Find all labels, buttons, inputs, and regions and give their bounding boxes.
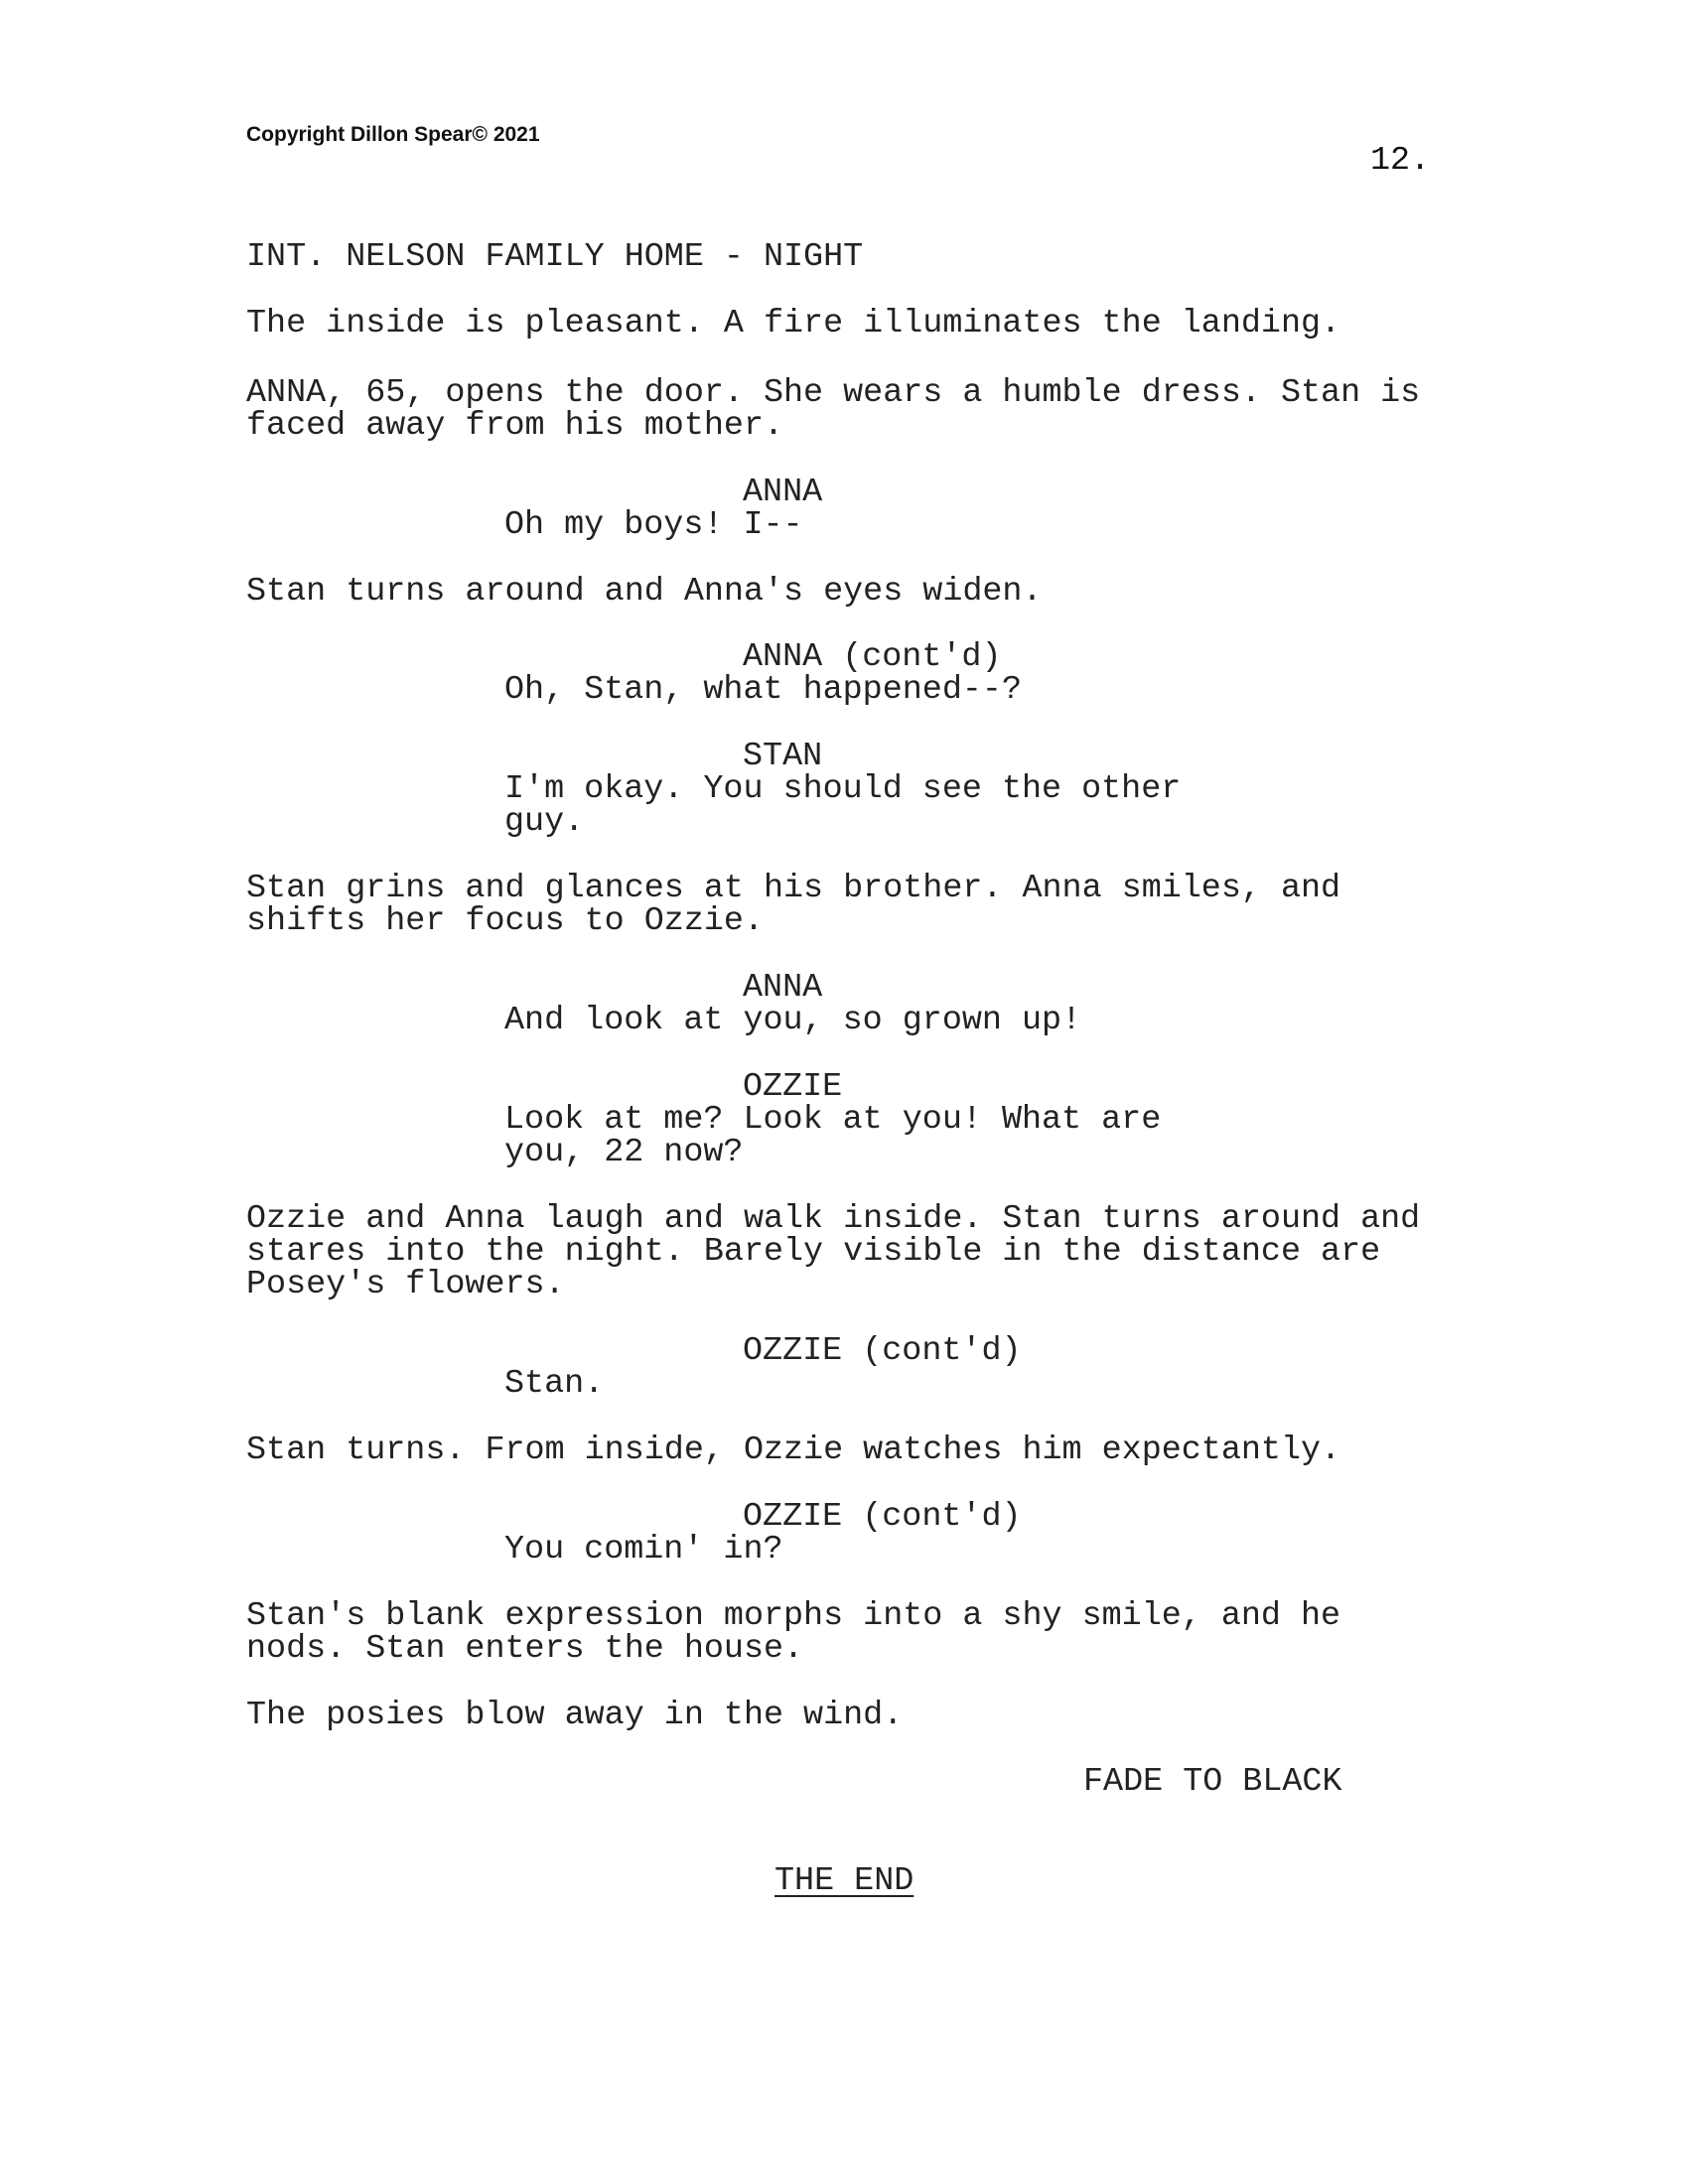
- action-line: Ozzie and Anna laugh and walk inside. Stan turns around and: [246, 1200, 1421, 1238]
- page-number: 12.: [1370, 142, 1431, 180]
- dialogue-line: Oh, Stan, what happened--?: [504, 671, 1022, 709]
- dialogue-line: Stan.: [504, 1365, 605, 1403]
- action-line: Stan grins and glances at his brother. Anna smiles, and: [246, 870, 1341, 907]
- transition: FADE TO BLACK: [1083, 1763, 1342, 1801]
- character-name: OZZIE: [743, 1068, 843, 1106]
- action-line: nods. Stan enters the house.: [246, 1630, 804, 1668]
- character-name: ANNA (cont'd): [743, 638, 1002, 676]
- dialogue-line: Look at me? Look at you! What are: [504, 1101, 1162, 1139]
- action-line: Stan's blank expression morphs into a shy smile, and he: [246, 1597, 1341, 1635]
- character-name: ANNA: [743, 474, 823, 511]
- action-line: The posies blow away in the wind.: [246, 1697, 904, 1734]
- action-line: faced away from his mother.: [246, 407, 784, 445]
- dialogue-line: you, 22 now?: [504, 1134, 744, 1171]
- character-name: ANNA: [743, 969, 823, 1007]
- action-line: shifts her focus to Ozzie.: [246, 902, 764, 940]
- action-line: Stan turns. From inside, Ozzie watches him expectantly.: [246, 1432, 1341, 1469]
- dialogue-line: Oh my boys! I--: [504, 506, 803, 544]
- action-line: Stan turns around and Anna's eyes widen.: [246, 573, 1043, 611]
- character-name: OZZIE (cont'd): [743, 1332, 1022, 1370]
- action-line: ANNA, 65, opens the door. She wears a humble dress. Stan is: [246, 374, 1421, 412]
- dialogue-line: And look at you, so grown up!: [504, 1002, 1082, 1039]
- dialogue-line: I'm okay. You should see the other: [504, 770, 1182, 808]
- character-name: STAN: [743, 738, 823, 775]
- character-name: OZZIE (cont'd): [743, 1498, 1022, 1536]
- copyright-notice: Copyright Dillon Spear© 2021: [246, 123, 540, 146]
- action-line: The inside is pleasant. A fire illuminates the landing.: [246, 305, 1341, 342]
- dialogue-line: You comin' in?: [504, 1531, 783, 1569]
- the-end-title: THE END: [774, 1862, 914, 1900]
- action-line: stares into the night. Barely visible in the distance are: [246, 1233, 1381, 1271]
- scene-heading: INT. NELSON FAMILY HOME - NIGHT: [246, 238, 864, 276]
- dialogue-line: guy.: [504, 803, 585, 841]
- action-line: Posey's flowers.: [246, 1266, 565, 1303]
